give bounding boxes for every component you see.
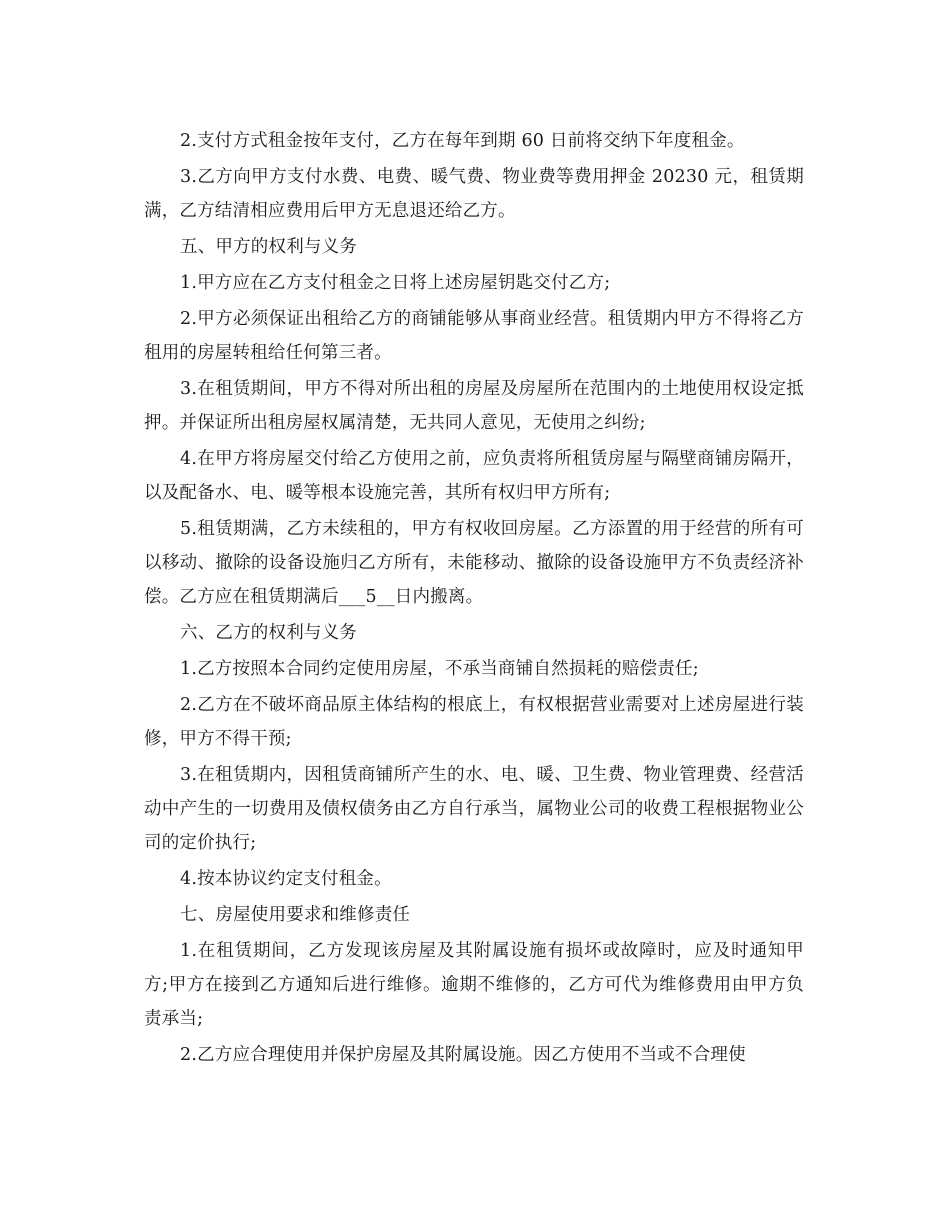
paragraph-party-b-2: 2.乙方在不破坏商品原主体结构的根底上，有权根据营业需要对上述房屋进行装修，甲方不得干预; xyxy=(144,695,804,749)
paragraph-party-a-3: 3.在租赁期间，甲方不得对所出租的房屋及房屋所在范围内的土地使用权设定抵押。并保证所出租房屋权属清楚，无共同人意见，无使用之纠纷; xyxy=(144,379,804,433)
paragraph-party-a-5: 5.租赁期满，乙方未续租的，甲方有权收回房屋。乙方添置的用于经营的所有可以移动、撤除的设备设施归乙方所有，未能移动、撤除的设备设施甲方不负责经济补偿。乙方应在租赁期满后___5__日内搬离。 xyxy=(144,519,804,607)
document-body xyxy=(144,124,804,1074)
section-heading-party-b: 六、乙方的权利与义务 xyxy=(180,623,357,643)
paragraph-party-a-4: 4.在甲方将房屋交付给乙方使用之前，应负责将所租赁房屋与隔壁商铺房隔开，以及配备水、电、暖等根本设施完善，其所有权归甲方所有; xyxy=(144,449,804,503)
paragraph-deposit: 3.乙方向甲方支付水费、电费、暖气费、物业费等费用押金 20230 元，租赁期满，乙方结清相应费用后甲方无息退还给乙方。 xyxy=(144,167,804,221)
section-heading-maintenance: 七、房屋使用要求和维修责任 xyxy=(180,905,411,925)
paragraph-party-a-2: 2.甲方必须保证出租给乙方的商铺能够从事商业经营。租赁期内甲方不得将乙方租用的房屋转租给任何第三者。 xyxy=(144,309,804,363)
paragraph-maintenance-2: 2.乙方应合理使用并保护房屋及其附属设施。因乙方使用不当或不合理使 xyxy=(180,1045,746,1065)
paragraph-party-b-4: 4.按本协议约定支付租金。 xyxy=(180,869,392,889)
section-heading-party-a: 五、甲方的权利与义务 xyxy=(180,237,357,257)
paragraph-payment-method: 2.支付方式租金按年支付，乙方在每年到期 60 日前将交纳下年度租金。 xyxy=(180,131,745,151)
paragraph-party-b-3: 3.在租赁期内，因租赁商铺所产生的水、电、暖、卫生费、物业管理费、经营活动中产生的一切费用及债权债务由乙方自行承当，属物业公司的收费工程根据物业公司的定价执行; xyxy=(144,765,804,853)
paragraph-party-a-1: 1.甲方应在乙方支付租金之日将上述房屋钥匙交付乙方; xyxy=(180,273,611,293)
paragraph-maintenance-1: 1.在租赁期间，乙方发现该房屋及其附属设施有损坏或故障时，应及时通知甲方;甲方在接到乙方通知后进行维修。逾期不维修的，乙方可代为维修费用由甲方负责承当; xyxy=(144,941,804,1029)
paragraph-party-b-1: 1.乙方按照本合同约定使用房屋，不承当商铺自然损耗的赔偿责任; xyxy=(180,659,699,679)
